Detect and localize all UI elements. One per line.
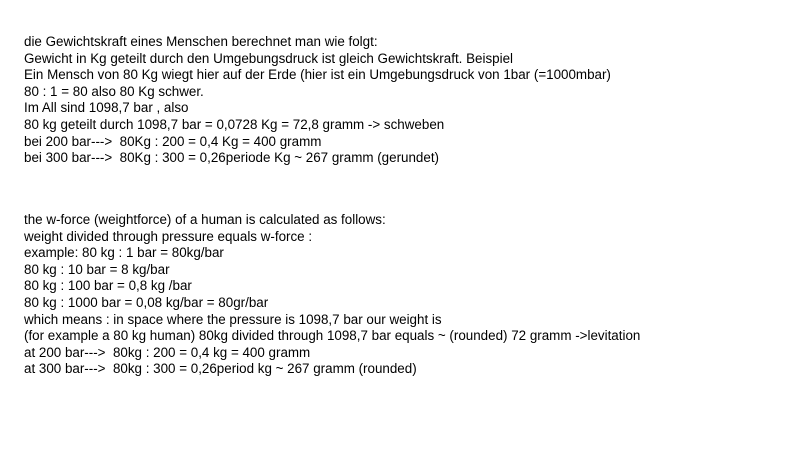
english-line-200-bar: at 200 bar---> 80kg : 200 = 0,4 kg = 400 gramm bbox=[24, 344, 311, 360]
german-line-200-bar: bei 200 bar---> 80Kg : 200 = 0,4 Kg = 400 gramm bbox=[24, 133, 322, 149]
german-line-space-pressure: Im All sind 1098,7 bar , also bbox=[24, 100, 189, 116]
english-explanation bbox=[24, 212, 640, 378]
english-line-example-1bar: example: 80 kg : 1 bar = 80kg/bar bbox=[24, 245, 224, 261]
english-line-100bar: 80 kg : 100 bar = 0,8 kg /bar bbox=[24, 278, 192, 294]
english-line-space-pressure: which means : in space where the pressure is 1098,7 bar our weight is bbox=[24, 311, 442, 327]
german-line-300-bar: bei 300 bar---> 80Kg : 300 = 0,26periode Kg ~ 267 gramm (gerundet) bbox=[24, 150, 439, 166]
german-line-rule: Gewicht in Kg geteilt durch den Umgebungsdruck ist gleich Gewichtskraft. Beispiel bbox=[24, 50, 513, 66]
german-line-earth-result: 80 : 1 = 80 also 80 Kg schwer. bbox=[24, 83, 204, 99]
english-line-rule: weight divided through pressure equals w-force : bbox=[24, 228, 313, 244]
english-line-300-bar: at 300 bar---> 80kg : 300 = 0,26period kg ~ 267 gramm (rounded) bbox=[24, 361, 417, 377]
german-explanation bbox=[24, 34, 611, 167]
english-line-space-result: (for example a 80 kg human) 80kg divided through 1098,7 bar equals ~ (rounded) 72 gramm ->levitation bbox=[24, 328, 641, 344]
german-line-space-result: 80 kg geteilt durch 1098,7 bar = 0,0728 Kg = 72,8 gramm -> schweben bbox=[24, 116, 445, 132]
english-line-10bar: 80 kg : 10 bar = 8 kg/bar bbox=[24, 261, 170, 277]
german-line-example: Ein Mensch von 80 Kg wiegt hier auf der Erde (hier ist ein Umgebungsdruck von 1bar (=1000mbar) bbox=[24, 67, 611, 83]
english-line-intro: the w-force (weightforce) of a human is calculated as follows: bbox=[24, 212, 386, 227]
english-line-1000bar: 80 kg : 1000 bar = 0,08 kg/bar = 80gr/bar bbox=[24, 294, 269, 310]
german-line-intro: die Gewichtskraft eines Menschen berechnet man wie folgt: bbox=[24, 34, 378, 49]
